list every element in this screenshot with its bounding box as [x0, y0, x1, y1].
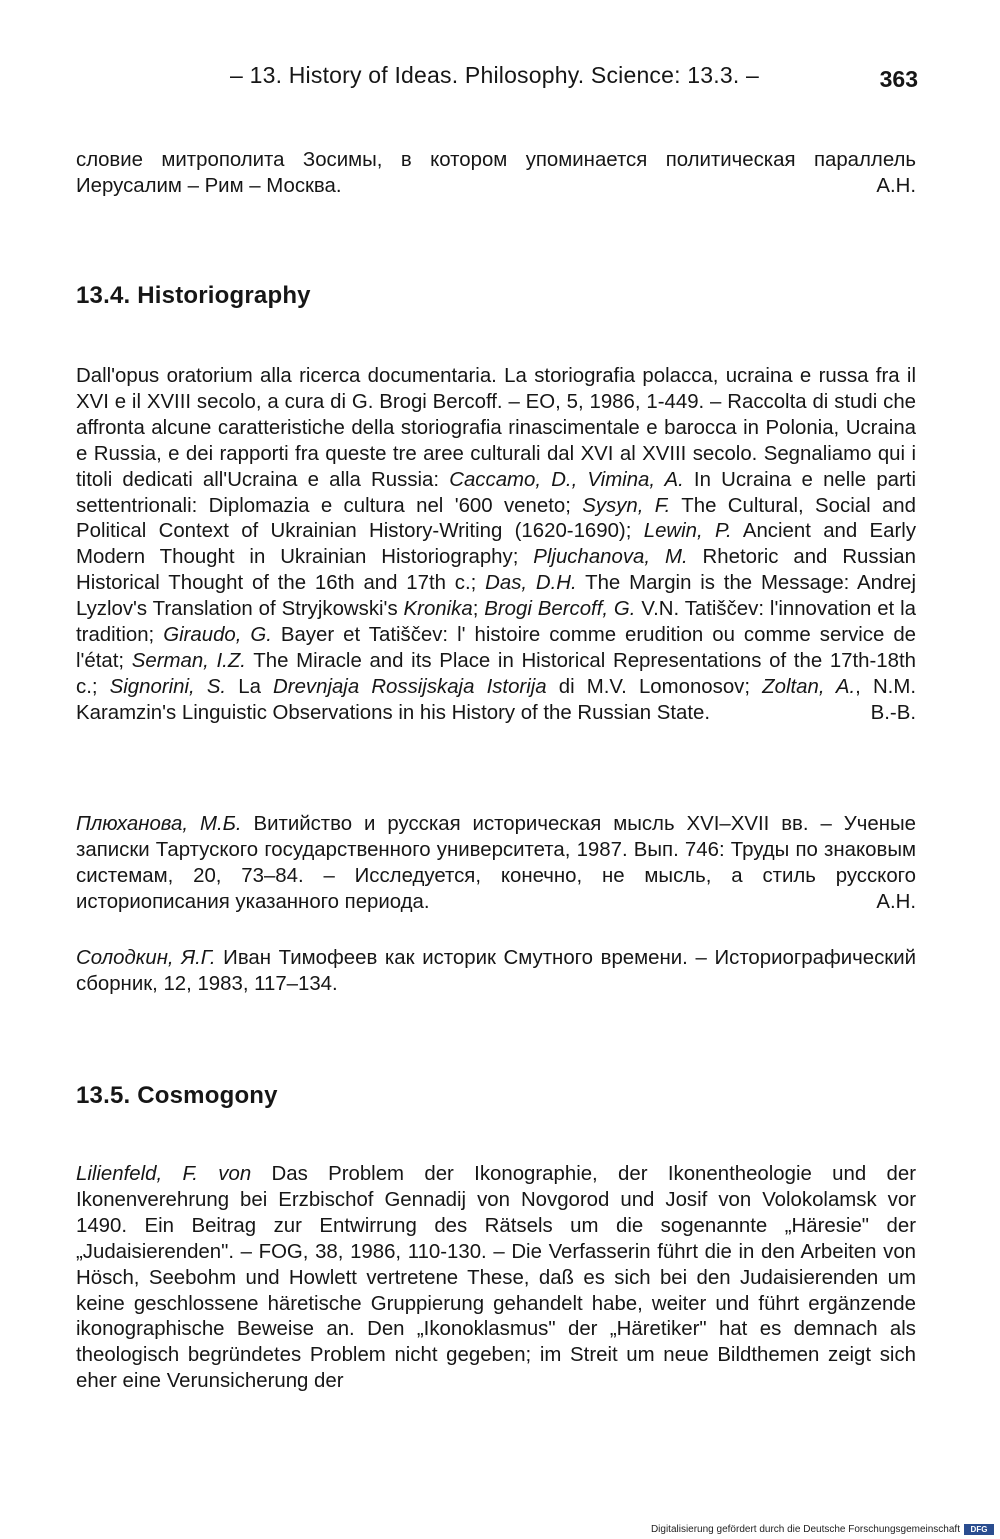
- entry-text: In Ucraina e nelle parti settentrionali: Diplomazia e cultura nel '600 veneto;: [76, 468, 916, 517]
- entry-author: Sysyn, F.: [582, 494, 671, 517]
- entry-solodkin: [76, 946, 916, 998]
- entry-text: The Margin is the Message: Andrej Lyzlov's Translation of Stryjkowski's: [76, 572, 916, 621]
- entry-text: di M.V. Lomonosov;: [546, 675, 763, 698]
- entry-author: Lilienfeld, F. von: [76, 1163, 252, 1185]
- entry-author: Serman, I.Z.: [131, 649, 246, 672]
- running-head: [0, 62, 1000, 98]
- entry-text: Иван Тимофеев как историк Смутного времени. – Историографический сборник, 12, 1983, 117–134.: [76, 947, 916, 995]
- entry-author: Солодкин, Я.Г.: [76, 947, 216, 969]
- entry-text: Ancient and Early Modern Thought in Ukrainian Historiography;: [76, 520, 917, 569]
- entry-author: Signorini, S.: [109, 675, 227, 698]
- entry-text: La: [226, 675, 274, 698]
- footer-text: Digitalisierung gefördert durch die Deutsche Forschungsgemeinschaft: [650, 1524, 960, 1535]
- entry-credit: B.-B.: [870, 701, 916, 724]
- entry-author: Das, D.H.: [485, 572, 577, 595]
- entry-text: ;: [472, 598, 485, 621]
- entry-author: Giraudo, G.: [163, 624, 272, 647]
- section-heading-historiography: 13.4. Historiography: [76, 282, 311, 309]
- entry-text: The Cultural, Social and Political Context of Ukrainian History-Writing (1620-1690);: [76, 494, 916, 543]
- entry-text: Витийство и русская историческая мысль XVI–XVII вв. – Ученые записки Тартуского государственного университета, 1987. Вып. 746: Труды по знаковым системам, 20, 73–84. – Исследуется, конечно, не мысль, а стиль русского историописания указанного периода.: [76, 813, 916, 913]
- entry-author: Плюханова, М.Б.: [76, 813, 242, 835]
- entry-text: Rhetoric and Russian Historical Thought of the 16th and 17th c.;: [76, 546, 916, 595]
- entry-author: Zoltan, A.: [762, 675, 856, 698]
- entry-credit: А.Н.: [876, 890, 916, 913]
- entry-pljuchanova: [76, 812, 916, 916]
- entry-author: Caccamo, D., Vimina, A.: [449, 468, 684, 491]
- entry-title-italic: Kronika: [403, 598, 473, 621]
- entry-text: Bayer et Tatiščev: l' histoire comme erudition ou comme service de l'état;: [76, 624, 916, 672]
- entry-text: V.N. Tatiščev: l'innovation et la tradition;: [76, 598, 916, 647]
- entry-author: Lewin, P.: [643, 520, 732, 543]
- entry-credit: А.Н.: [876, 174, 916, 197]
- entry-continuation: [76, 148, 916, 200]
- page-number: 363: [879, 66, 918, 92]
- section-heading-cosmogony: 13.5. Cosmogony: [76, 1082, 278, 1109]
- entry-text: слoвие митрополита Зосимы, в котором упоминается политическая параллель Иерусалим – Рим – Москва.: [76, 149, 916, 197]
- entry-dallopus: [76, 364, 916, 727]
- entry-author: Pljuchanova, M.: [533, 546, 688, 569]
- entry-author: Brogi Bercoff, G.: [484, 598, 636, 621]
- entry-title-italic: Drevnjaja Rossijskaja Istorija: [273, 675, 547, 698]
- entry-text: The Miracle and its Place in Historical Representations of the 17th-18th c.;: [76, 649, 916, 698]
- entry-text: Das Problem der Ikonographie, der Ikonentheologie und der Ikonenverehrung bei Erzbischof Gennadij von Novgorod und Josif von Volokolamsk vor 1490. Ein Beitrag zur Entwirrung des Rätsels um die sogenannte „Häresie" der „Judaisierenden". – FOG, 38, 1986, 110-130. – Die Verfasserin führt die in den Arbeiten von Hösch, Seebohm und Howlett vertretene These, daß es sich bei den Judaisierenden um keine geschlossene häretische Gruppierung gehandelt habe, weiter und führt ergänzende ikonographische Beweise an. Den „Ikonoklasmus" der „Häretiker" hat es demnach als theologisch begründetes Problem nicht gegeben; im Streit um neue Bildthemen zeigt sich eher eine Verunsicherung der: [76, 1163, 916, 1393]
- running-title: – 13. History of Ideas. Philosophy. Science: 13.3. –: [230, 62, 760, 88]
- dfg-logo-icon: DFG: [964, 1524, 994, 1535]
- digitization-footer: [651, 1524, 994, 1535]
- entry-text: Dall'opus oratorium alla ricerca documentaria. La storiografia polacca, ucraina e russa fra il XVI e il XVIII secolo, a cura di G. Brogi Bercoff. – EO, 5, 1986, 1-449. – Raccolta di studi che affronta alcune caratteristiche della storiografia rinascimentale e barocca in Polonia, Ucraina e Russia, e dei rapporti fra queste tre aree culturali dal XVI al XVIII secolo. Segnaliamo qui i titoli dedicati all'Ucraina e alla Russia:: [76, 365, 916, 491]
- entry-text: , N.M. Karamzin's Linguistic Observations in his History of the Russian State.: [76, 675, 916, 724]
- entry-lilienfeld: [76, 1162, 916, 1395]
